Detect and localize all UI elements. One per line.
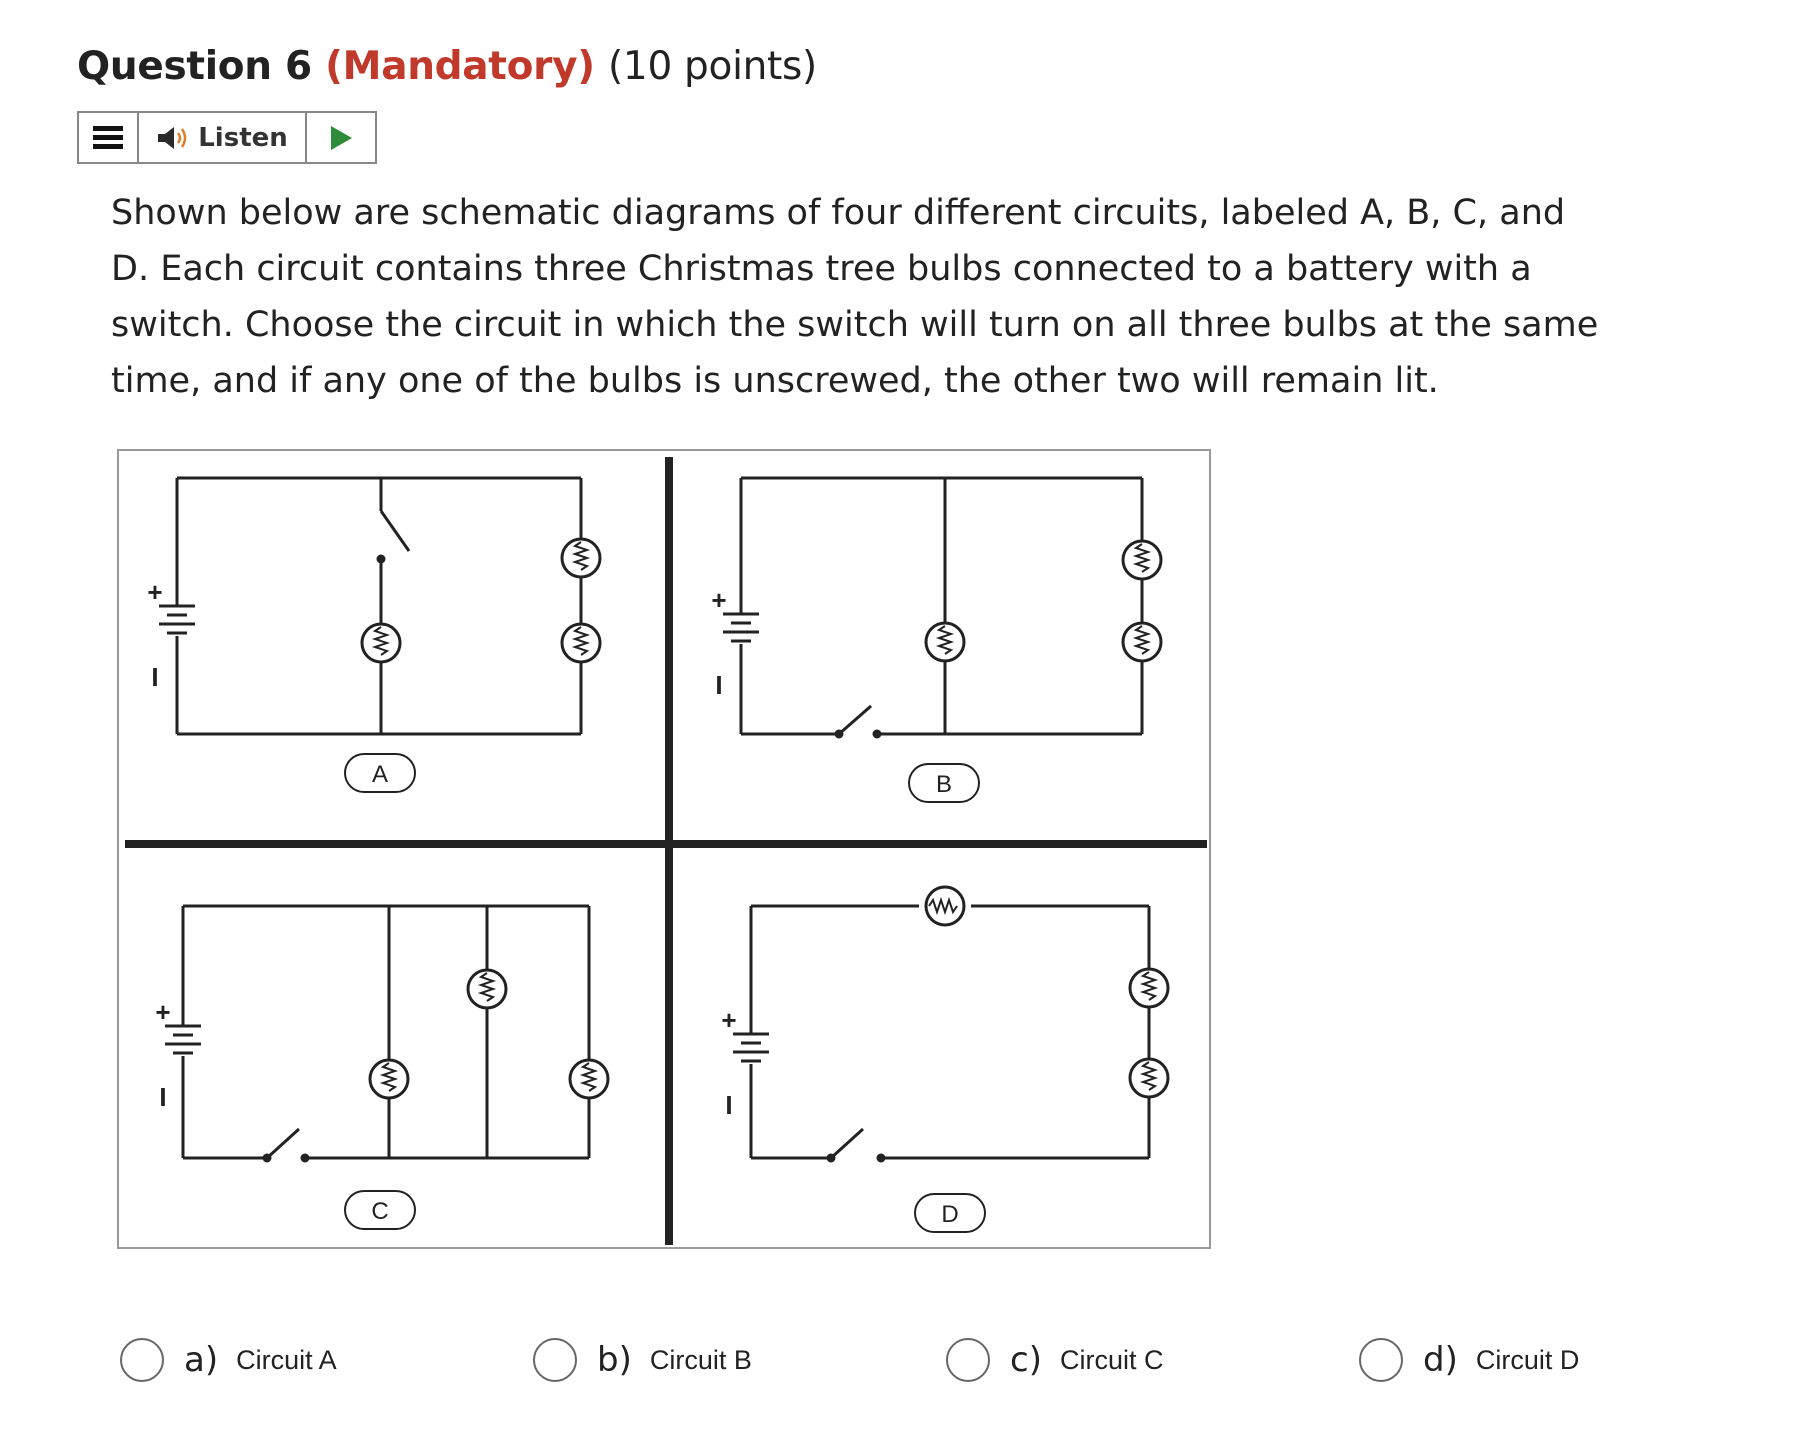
- radio-button[interactable]: [946, 1338, 990, 1382]
- listen-toolbar: [77, 111, 377, 164]
- bulb-b3: [1123, 623, 1161, 661]
- radio-button[interactable]: [120, 1338, 164, 1382]
- listen-label: Listen: [198, 122, 288, 153]
- switch-c: [267, 1129, 299, 1158]
- listen-button[interactable]: [139, 113, 307, 162]
- option-c[interactable]: [946, 1330, 1163, 1390]
- switch-b: [839, 706, 871, 734]
- switch-d: [831, 1129, 863, 1158]
- circuit-label-a: A: [371, 761, 389, 788]
- circuit-label-d: D: [941, 1201, 959, 1228]
- points-label: (10 points): [608, 44, 817, 89]
- option-b[interactable]: [533, 1330, 752, 1390]
- option-a[interactable]: [120, 1330, 337, 1390]
- battery-c-minus: I: [159, 1082, 167, 1112]
- speaker-icon: [156, 124, 190, 152]
- bulb-c3: [570, 1060, 608, 1098]
- bulb-d2: [1130, 969, 1168, 1007]
- battery-c: [165, 1026, 201, 1053]
- option-label: Circuit C: [1059, 1344, 1164, 1375]
- question-header: [77, 44, 817, 89]
- menu-button[interactable]: [79, 113, 139, 162]
- battery-b: [723, 614, 759, 641]
- circuit-b: [723, 478, 1161, 802]
- circuit-diagram: [117, 449, 1211, 1249]
- bulb-b2: [1123, 541, 1161, 579]
- bulb-b1: [926, 623, 964, 661]
- battery-d: [733, 1034, 769, 1061]
- battery-a: [159, 606, 195, 633]
- option-letter: b): [597, 1340, 632, 1380]
- bulb-d3: [1130, 1059, 1168, 1097]
- question-title: Question 6: [77, 44, 312, 89]
- bulb-a2: [562, 539, 600, 577]
- option-label: Circuit B: [649, 1344, 752, 1375]
- battery-a-plus: +: [147, 577, 163, 607]
- circuit-c: [165, 906, 608, 1229]
- bulb-d1: [926, 887, 964, 925]
- option-letter: a): [184, 1340, 219, 1380]
- answer-options: [120, 1330, 1680, 1390]
- battery-b-plus: +: [711, 585, 727, 615]
- play-button[interactable]: [307, 113, 375, 162]
- circuit-label-c: C: [371, 1198, 389, 1225]
- battery-d-minus: I: [725, 1090, 733, 1120]
- switch-a: [381, 511, 409, 551]
- battery-d-plus: +: [721, 1005, 737, 1035]
- radio-button[interactable]: [533, 1338, 577, 1382]
- circuit-label-b: B: [935, 771, 953, 798]
- bulb-a1: [362, 624, 400, 662]
- battery-a-minus: I: [151, 662, 159, 692]
- play-icon: [328, 124, 354, 152]
- option-d[interactable]: [1359, 1330, 1579, 1390]
- bulb-a3: [562, 624, 600, 662]
- option-letter: c): [1010, 1340, 1042, 1380]
- bulb-c1: [370, 1060, 408, 1098]
- mandatory-label: (Mandatory): [325, 44, 595, 89]
- question-text: Shown below are schematic diagrams of four different circuits, labeled A, B, C, and D. Each circuit contains three Christmas tree bulbs connected to a battery with a switch. Choose the circuit in which the switch will turn on all three bulbs at the same time, and if any one of the bulbs is unscrewed, the other two will remain lit.: [111, 193, 1599, 401]
- option-label: Circuit D: [1475, 1344, 1580, 1375]
- circuit-d: [733, 887, 1168, 1232]
- bulb-c2: [468, 970, 506, 1008]
- radio-button[interactable]: [1359, 1338, 1403, 1382]
- circuit-a: [159, 478, 600, 792]
- menu-icon: [93, 126, 123, 149]
- battery-b-minus: I: [715, 670, 723, 700]
- option-label: Circuit A: [236, 1344, 337, 1375]
- option-letter: d): [1423, 1340, 1458, 1380]
- battery-c-plus: +: [155, 997, 171, 1027]
